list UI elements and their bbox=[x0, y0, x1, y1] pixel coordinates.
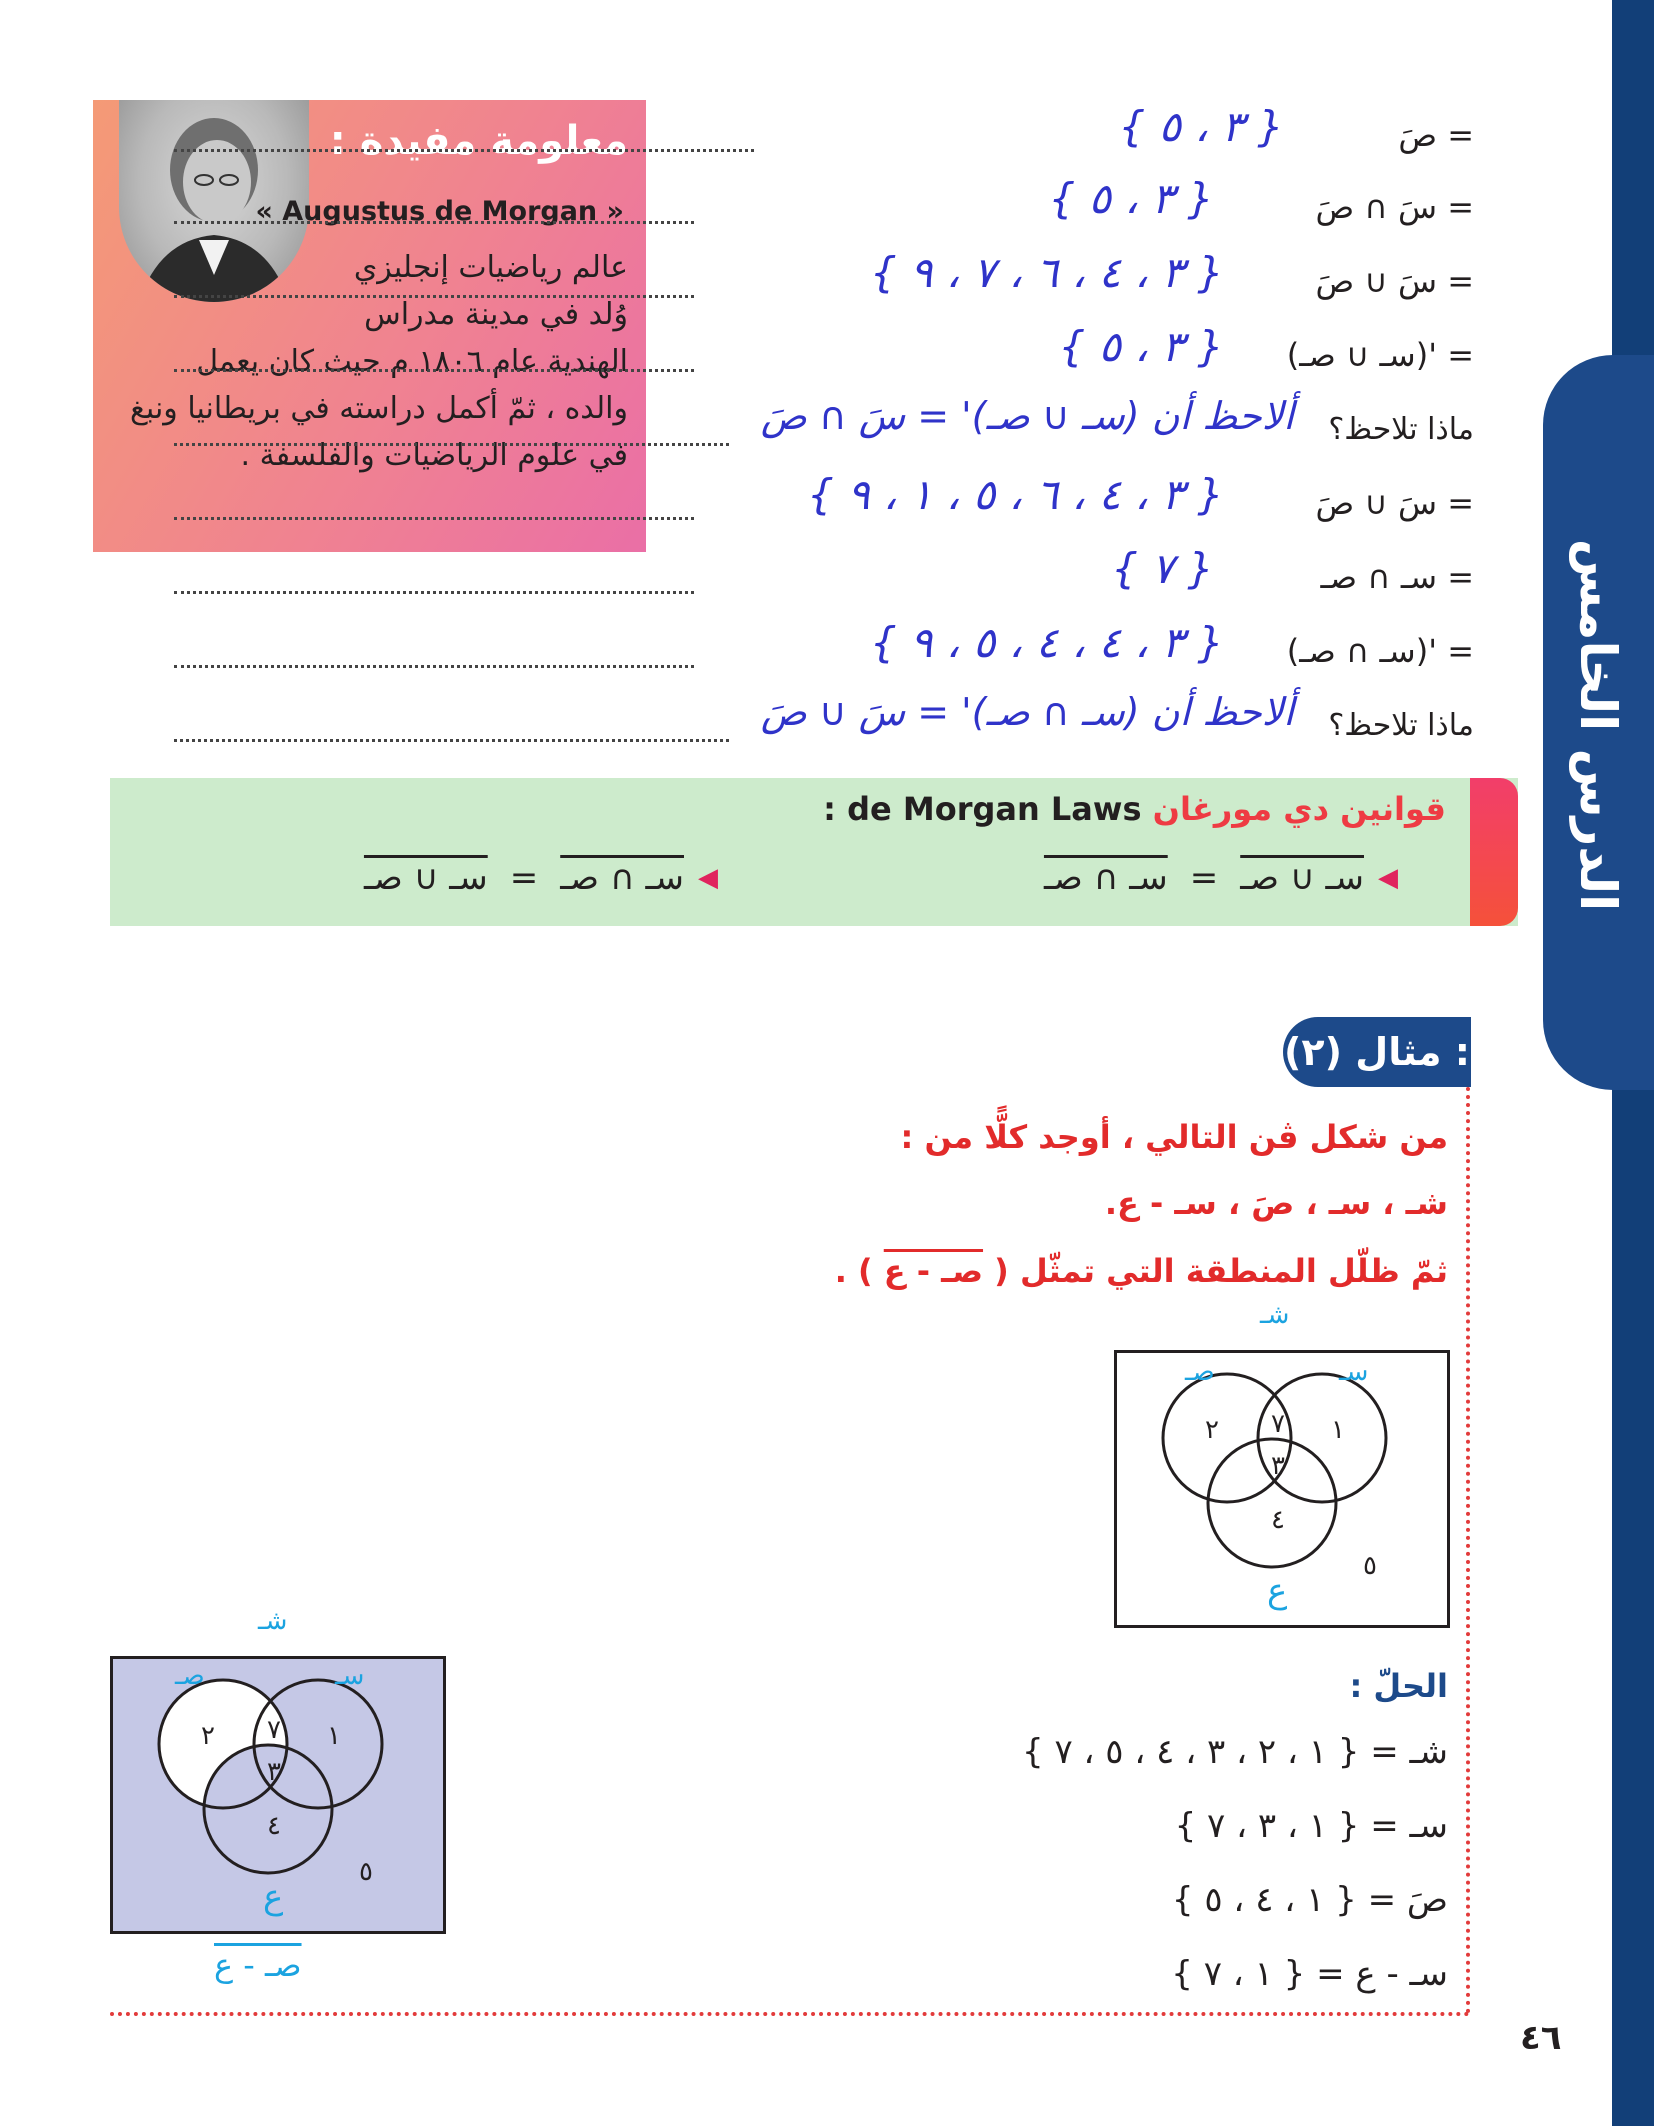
answer-line bbox=[174, 149, 754, 152]
example-question-1: من شكل ڤن التالي ، أوجد كلًّا من : bbox=[900, 1118, 1448, 1156]
worksheet-note-row bbox=[174, 394, 1474, 454]
handwritten-answer: { ٣ ، ٤ ، ٦ ، ٧ ، ٩ } bbox=[869, 248, 1224, 297]
worksheet-row bbox=[174, 618, 1474, 676]
worksheet-row bbox=[174, 470, 1474, 528]
law2-lhs: سـ ∩ صـ bbox=[560, 858, 684, 898]
handwritten-answer: ألاحظ أن (سـ ∩ صـ)' = سَ ∪ صَ bbox=[760, 690, 1294, 734]
universal-set-label: شـ bbox=[1260, 1300, 1290, 1330]
handwritten-answer: { ٣ ، ٥ } bbox=[1118, 102, 1284, 151]
example-frame-right bbox=[1466, 1087, 1470, 2014]
law2-rhs: سـ ∪ صـ bbox=[363, 858, 488, 898]
q3-expression: صـ - ع bbox=[883, 1252, 984, 1290]
worksheet-note-row bbox=[174, 690, 1474, 750]
row-formula: صَ = bbox=[1398, 116, 1474, 154]
venn-diagram-shaded bbox=[110, 1606, 450, 2006]
region-number: ٥ bbox=[1363, 1551, 1377, 1581]
universal-set-label: شـ bbox=[258, 1606, 288, 1636]
answer-line bbox=[174, 591, 694, 594]
region-number: ١ bbox=[1331, 1415, 1345, 1445]
worksheet-row bbox=[174, 102, 1474, 160]
row-formula: (سـ ∩ صـ)' = bbox=[1286, 632, 1474, 670]
info-line: وُلد في مدينة مدراس bbox=[364, 297, 628, 332]
worksheet-row bbox=[174, 248, 1474, 306]
handwritten-answer: { ٣ ، ٥ } bbox=[1048, 174, 1214, 223]
law-2 bbox=[364, 858, 718, 898]
answer-line bbox=[174, 739, 729, 742]
answer-line bbox=[174, 369, 694, 372]
region-number: ٤ bbox=[1271, 1505, 1285, 1535]
answer-line bbox=[174, 443, 729, 446]
region-number: ٧ bbox=[267, 1715, 281, 1745]
info-line: والده ، ثمّ أكمل دراسته في بريطانيا ونبغ bbox=[129, 391, 628, 426]
laws-box bbox=[110, 778, 1518, 926]
row-formula: سَ ∪ صَ = bbox=[1315, 262, 1474, 300]
laws-title-en: de Morgan Laws : bbox=[823, 790, 1142, 828]
handwritten-answer: ألاحظ أن (سـ ∪ صـ)' = سَ ∩ صَ bbox=[760, 394, 1294, 438]
row-formula: سـ ∩ صـ = bbox=[1320, 558, 1474, 596]
set-z-label: ع bbox=[1267, 1571, 1288, 1611]
handwritten-answer: { ٣ ، ٤ ، ٤ ، ٥ ، ٩ } bbox=[869, 618, 1224, 667]
info-line: الهندية عام ١٨٠٦ م حيث كان يعمل bbox=[196, 344, 628, 379]
info-line: في علوم الرياضيات والفلسفة . bbox=[240, 438, 628, 473]
info-line: عالم رياضيات إنجليزي bbox=[353, 250, 628, 285]
region-number: ٥ bbox=[359, 1857, 373, 1887]
answer-line bbox=[174, 221, 694, 224]
row-formula: سَ ∩ صَ = bbox=[1315, 188, 1474, 226]
law1-lhs: سـ ∪ صـ bbox=[1240, 858, 1364, 898]
note-label: ماذا تلاحظ؟ bbox=[1328, 708, 1474, 743]
row-formula: سَ ∪ صَ = bbox=[1315, 484, 1474, 522]
law-1 bbox=[1044, 858, 1398, 898]
example-question-3 bbox=[835, 1252, 1448, 1290]
set-z-label: ع bbox=[263, 1877, 284, 1917]
region-number: ٣ bbox=[1271, 1451, 1285, 1481]
worksheet-row bbox=[174, 544, 1474, 602]
region-number: ١ bbox=[327, 1721, 341, 1751]
note-label: ماذا تلاحظ؟ bbox=[1328, 412, 1474, 447]
solution-title: الحلّ : bbox=[1349, 1667, 1448, 1705]
example-badge: مثال (٢) : bbox=[1283, 1017, 1471, 1087]
info-title: معلومة مفيدة : bbox=[329, 118, 628, 164]
law2-eq: = bbox=[509, 858, 539, 898]
handwritten-answer: { ٣ ، ٥ } bbox=[1058, 322, 1224, 371]
answer-line bbox=[174, 665, 694, 668]
venn-frame bbox=[110, 1656, 446, 1934]
set-y-label: صـ bbox=[1185, 1357, 1215, 1387]
set-x-label: سـ bbox=[1339, 1357, 1369, 1387]
laws-accent bbox=[1470, 778, 1518, 926]
handwritten-answer: { ٣ ، ٤ ، ٦ ، ٥ ، ١ ، ٩ } bbox=[807, 470, 1224, 519]
region-number: ٧ bbox=[1271, 1409, 1285, 1439]
region-number: ٤ bbox=[267, 1811, 281, 1841]
triangle-bullet-icon: ◀ bbox=[1378, 863, 1398, 893]
region-number: ٢ bbox=[1205, 1415, 1219, 1445]
lesson-tab-label: الدرس الخامس bbox=[1569, 538, 1627, 912]
solution-line: سـ = { ١ ، ٣ ، ٧ } bbox=[1174, 1806, 1448, 1846]
law1-eq: = bbox=[1189, 858, 1219, 898]
laws-title bbox=[823, 790, 1446, 828]
page-number: ٤٦ bbox=[1520, 2018, 1562, 2058]
solution-line: صَ = { ١ ، ٤ ، ٥ } bbox=[1171, 1880, 1448, 1920]
venn-frame bbox=[1114, 1350, 1450, 1628]
q3-prefix: ثمّ ظلّل المنطقة التي تمثّل ( bbox=[994, 1252, 1448, 1290]
solution-line: شـ = { ١ ، ٢ ، ٣ ، ٤ ، ٥ ، ٧ } bbox=[1021, 1732, 1448, 1772]
answer-line bbox=[174, 517, 694, 520]
law1-rhs: سـ ∩ صـ bbox=[1043, 858, 1168, 898]
venn-diagram-top bbox=[1114, 1300, 1454, 1630]
example-frame-bottom bbox=[110, 2012, 1470, 2016]
worksheet-row bbox=[174, 174, 1474, 232]
solution-line: سـ - ع = { ١ ، ٧ } bbox=[1171, 1954, 1448, 1994]
row-formula: (سـ ∪ صـ)' = bbox=[1286, 336, 1474, 374]
answer-line bbox=[174, 295, 694, 298]
example-question-2: شـ ، سـ ، صَ ، سـ - ع. bbox=[1104, 1184, 1448, 1222]
region-number: ٣ bbox=[267, 1757, 281, 1787]
shaded-caption: صـ - ع bbox=[214, 1946, 302, 1984]
triangle-bullet-icon: ◀ bbox=[698, 863, 718, 893]
worksheet-row bbox=[174, 322, 1474, 380]
info-person-name: « Augustus de Morgan » bbox=[255, 196, 624, 227]
region-number: ٢ bbox=[201, 1721, 215, 1751]
set-y-label: صـ bbox=[175, 1661, 205, 1691]
q3-suffix: ) . bbox=[834, 1252, 873, 1290]
handwritten-answer: { ٧ } bbox=[1111, 544, 1214, 593]
laws-title-ar: قوانين دي مورغان bbox=[1152, 790, 1446, 828]
set-x-label: سـ bbox=[335, 1661, 365, 1691]
